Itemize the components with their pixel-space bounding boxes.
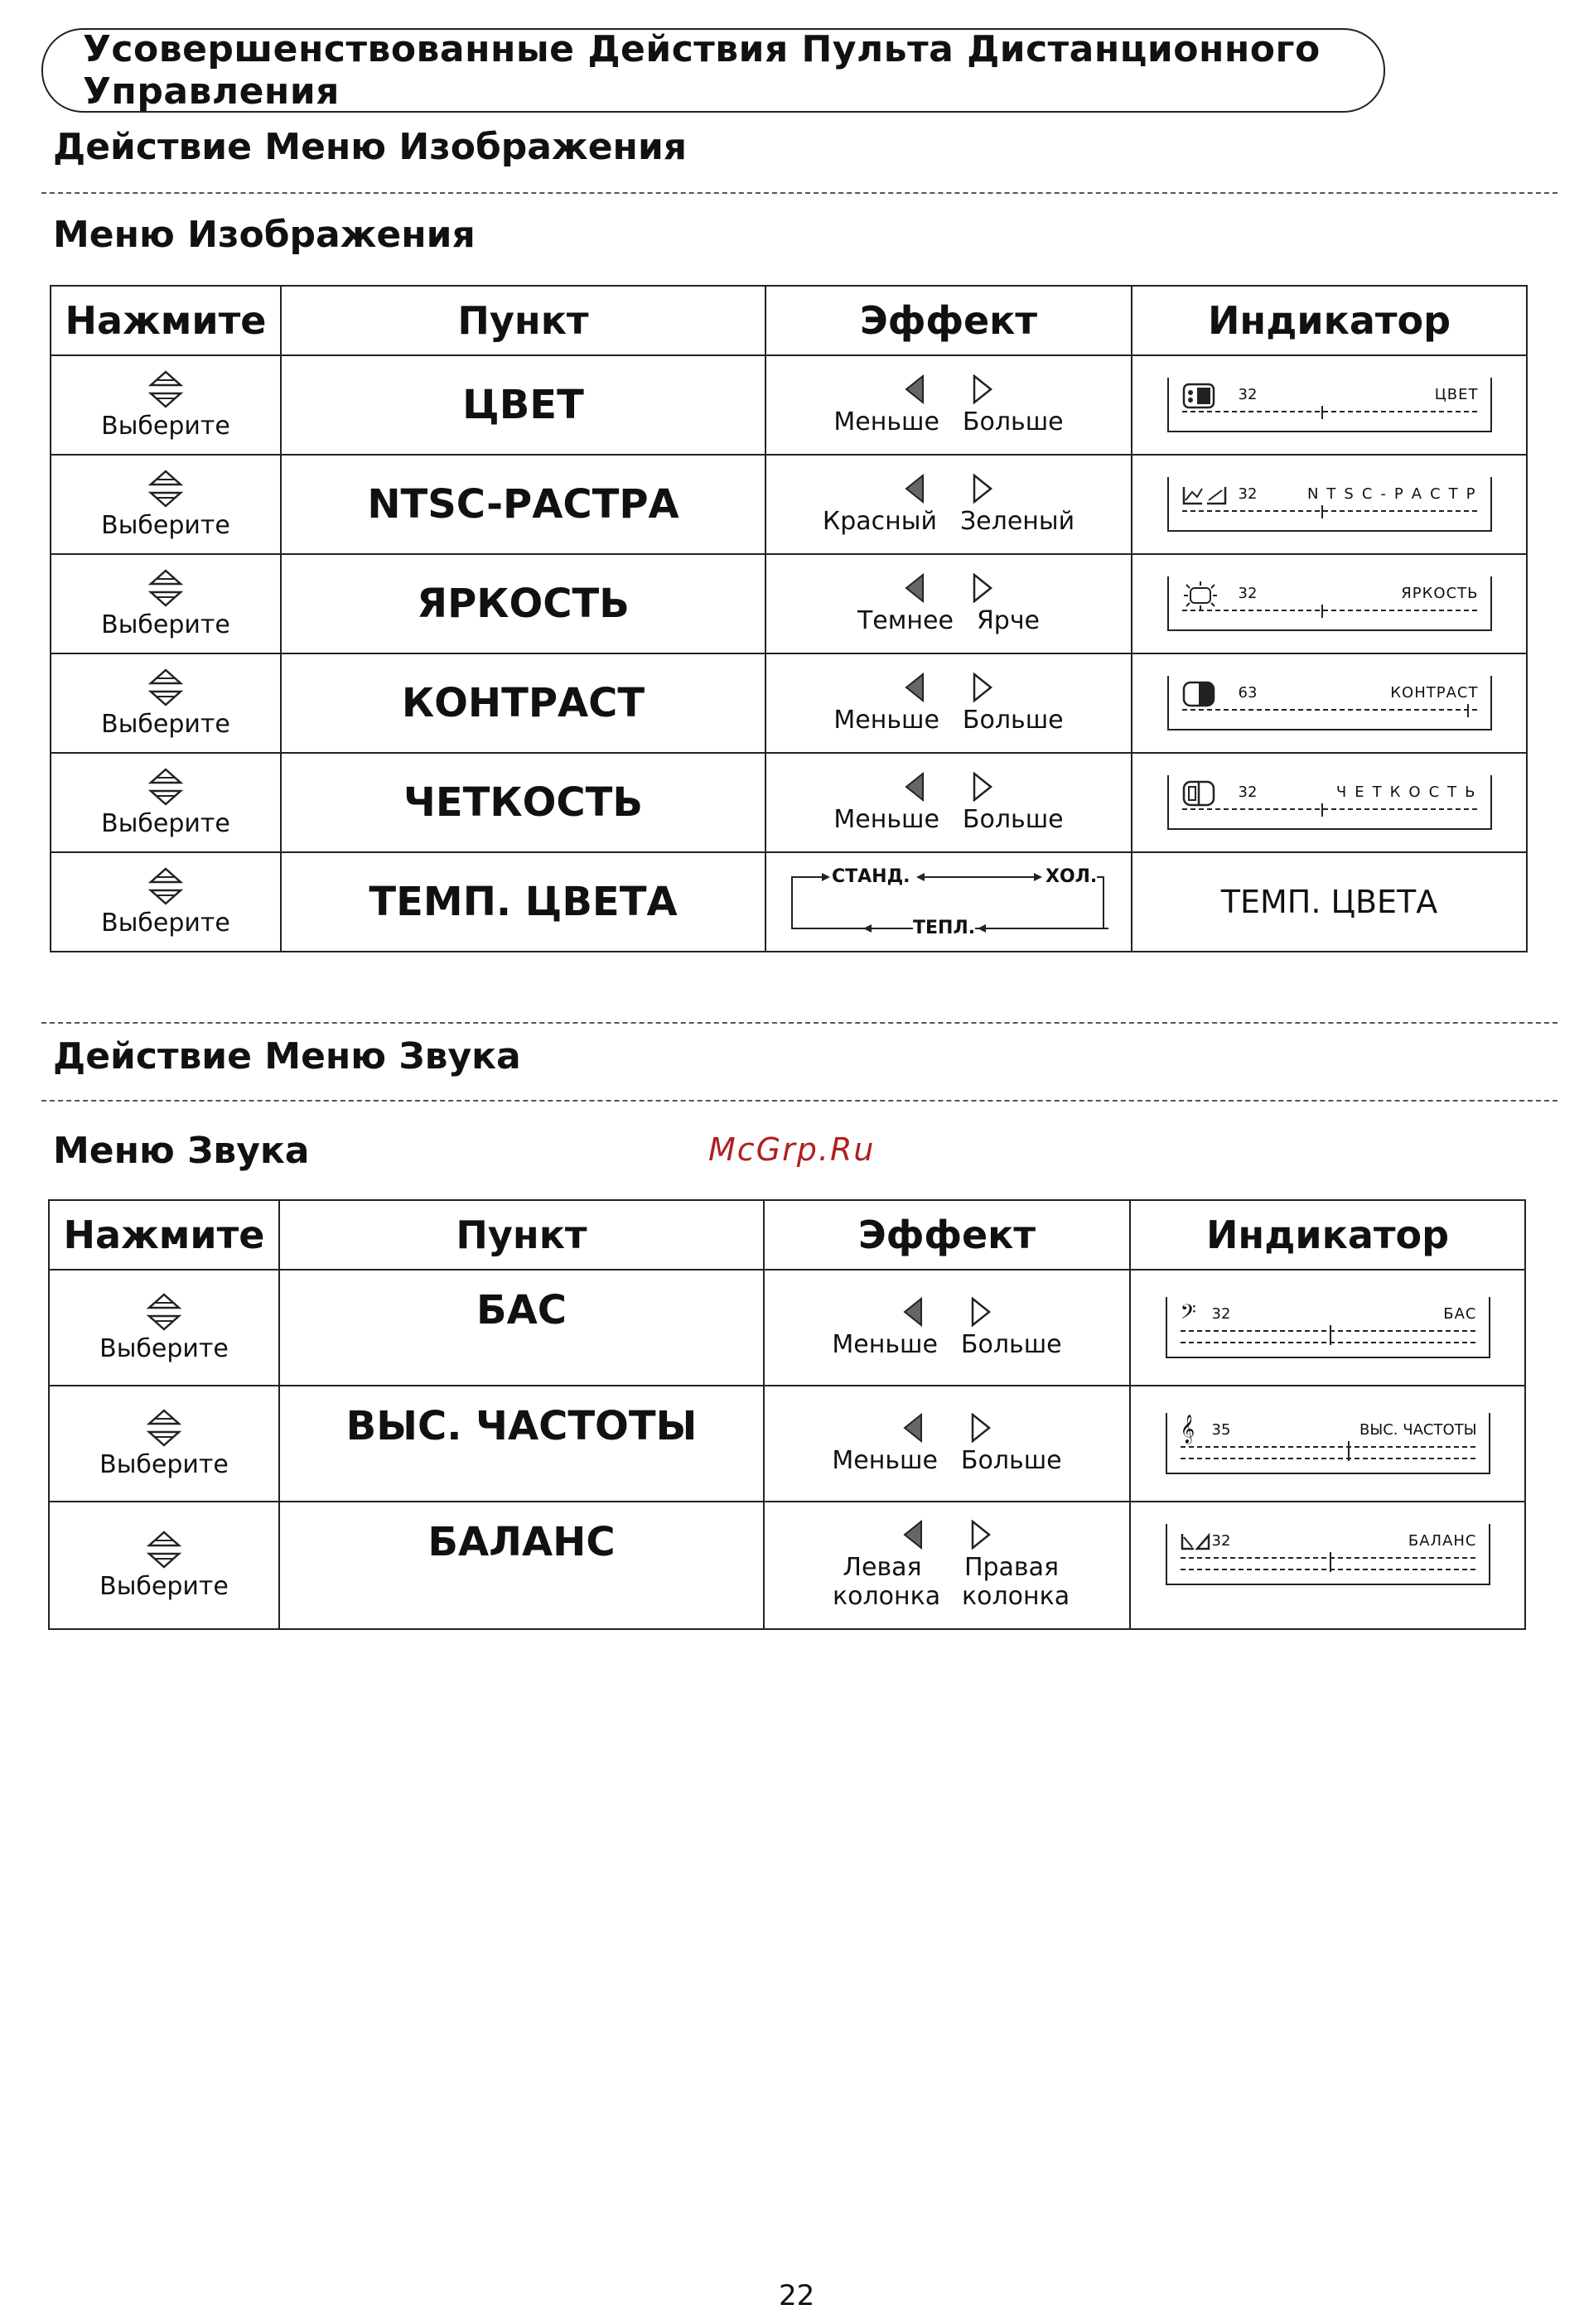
col-header-item: Пункт xyxy=(281,286,765,355)
indicator-bar xyxy=(1167,676,1492,730)
right-arrow-icon xyxy=(971,573,994,603)
left-arrow-icon xyxy=(903,374,926,404)
left-arrow-icon xyxy=(901,1297,925,1327)
effect-right-label: Больше xyxy=(960,1329,1062,1359)
treble-clef-icon: 𝄞 xyxy=(1180,1415,1195,1444)
table-row xyxy=(51,653,1527,753)
item-name: ЦВЕТ xyxy=(462,382,584,428)
left-arrow-icon xyxy=(901,1413,925,1443)
col-header-press: Нажмите xyxy=(49,1200,279,1270)
effect-left-label: Красный xyxy=(822,506,937,536)
col-header-effect: Эффект xyxy=(765,286,1132,355)
indicator-name: NTSC-РАСТР xyxy=(1306,485,1484,503)
up-down-select-icon xyxy=(147,470,184,508)
item-name: ЧЕТКОСТЬ xyxy=(403,779,643,826)
item-name: ТЕМП. ЦВЕТА xyxy=(369,879,678,925)
indicator-bar xyxy=(1166,1524,1490,1585)
effect-right-label: Больше xyxy=(962,705,1064,735)
table-row xyxy=(51,753,1527,852)
table-row xyxy=(49,1270,1525,1386)
divider xyxy=(41,1100,1557,1102)
left-arrow-icon xyxy=(903,673,926,702)
indicator-value: 32 xyxy=(1211,1532,1231,1550)
col-header-press: Нажмите xyxy=(51,286,281,355)
indicator-text: ТЕМП. ЦВЕТА xyxy=(1220,884,1438,920)
indicator-bar xyxy=(1167,775,1492,830)
effect-left-label: Левая колонка xyxy=(833,1553,941,1611)
col-header-effect: Эффект xyxy=(764,1200,1130,1270)
indicator-name: ЧЕТКОСТЬ xyxy=(1335,784,1484,801)
bass-clef-icon: 𝄢 xyxy=(1180,1300,1196,1329)
page-title: Усовершенствованные Действия Пульта Дистанционного Управления xyxy=(41,28,1385,113)
up-down-select-icon xyxy=(147,867,184,905)
col-header-item: Пункт xyxy=(279,1200,764,1270)
effect-left-label: Меньше xyxy=(832,1445,938,1475)
press-label: Выберите xyxy=(101,610,230,639)
indicator-name: БАС xyxy=(1443,1305,1477,1323)
effect-left-label: Меньше xyxy=(833,407,939,436)
right-arrow-icon xyxy=(971,474,994,504)
indicator-value: 32 xyxy=(1238,585,1258,602)
indicator-bar xyxy=(1166,1297,1490,1358)
indicator-value: 32 xyxy=(1238,485,1258,503)
table-row xyxy=(51,355,1527,455)
indicator-value: 32 xyxy=(1238,784,1258,801)
effect-right-label: Больше xyxy=(962,407,1064,436)
table-row xyxy=(51,554,1527,653)
color-icon xyxy=(1182,383,1215,409)
up-down-select-icon xyxy=(146,1531,182,1569)
indicator-bar xyxy=(1167,477,1492,532)
indicator-name: ЯРКОСТЬ xyxy=(1401,585,1479,602)
picture-menu-subheading: Меню Изображения xyxy=(53,214,476,256)
sound-section-heading: Действие Меню Звука xyxy=(53,1035,521,1078)
effect-right-label: Больше xyxy=(962,804,1064,834)
press-label: Выберите xyxy=(101,808,230,838)
effect-left-label: Меньше xyxy=(833,804,939,834)
col-header-indicator: Индикатор xyxy=(1132,286,1527,355)
indicator-name: КОНТРАСТ xyxy=(1390,684,1479,702)
indicator-name: ВЫС. ЧАСТОТЫ xyxy=(1359,1421,1477,1439)
indicator-bar xyxy=(1167,576,1492,631)
press-label: Выберите xyxy=(101,908,230,938)
table-row xyxy=(49,1502,1525,1629)
temp-warm-label: ТЕПЛ. xyxy=(913,918,976,938)
indicator-name: ЦВЕТ xyxy=(1434,386,1479,403)
contrast-icon xyxy=(1182,681,1215,707)
table-row xyxy=(51,852,1527,952)
press-label: Выберите xyxy=(101,411,230,441)
up-down-select-icon xyxy=(146,1293,182,1331)
item-name: БАЛАНС xyxy=(427,1519,616,1565)
left-arrow-icon xyxy=(903,772,926,802)
press-label: Выберите xyxy=(99,1571,229,1601)
right-arrow-icon xyxy=(971,772,994,802)
press-label: Выберите xyxy=(101,709,230,739)
page-number: 22 xyxy=(779,2279,815,2312)
picture-section-heading: Действие Меню Изображения xyxy=(53,126,688,168)
right-arrow-icon xyxy=(969,1297,992,1327)
up-down-select-icon xyxy=(146,1409,182,1447)
right-arrow-icon xyxy=(971,374,994,404)
table-row xyxy=(51,455,1527,554)
right-arrow-icon xyxy=(971,673,994,702)
sharpness-icon xyxy=(1182,780,1215,807)
balance-icon xyxy=(1181,1529,1210,1552)
picture-menu-table xyxy=(50,285,1528,952)
temp-standard-label: СТАНД. xyxy=(832,866,910,887)
effect-right-label: Больше xyxy=(960,1445,1062,1475)
left-arrow-icon xyxy=(903,474,926,504)
brightness-icon xyxy=(1182,581,1219,610)
right-arrow-icon xyxy=(969,1413,992,1443)
effect-left-label: Темнее xyxy=(857,605,954,635)
indicator-value: 63 xyxy=(1238,684,1258,702)
item-name: ВЫС. ЧАСТОТЫ xyxy=(345,1403,698,1449)
left-arrow-icon xyxy=(903,573,926,603)
table-row xyxy=(49,1386,1525,1502)
item-name: NTSC-РАСТРА xyxy=(367,481,679,528)
effect-right-label: Ярче xyxy=(976,605,1041,635)
right-arrow-icon xyxy=(969,1520,992,1550)
indicator-bar xyxy=(1167,378,1492,432)
effect-left-label: Меньше xyxy=(833,705,939,735)
left-arrow-icon xyxy=(901,1520,925,1550)
sound-menu-table xyxy=(48,1199,1526,1630)
up-down-select-icon xyxy=(147,768,184,806)
temp-cold-label: ХОЛ. xyxy=(1046,866,1098,887)
divider xyxy=(41,1022,1557,1024)
effect-right-label: Правая колонка xyxy=(962,1553,1070,1611)
indicator-value: 32 xyxy=(1211,1305,1231,1323)
indicator-value: 32 xyxy=(1238,386,1258,403)
effect-left-label: Меньше xyxy=(832,1329,938,1359)
item-name: КОНТРАСТ xyxy=(401,680,645,726)
effect-right-label: Зеленый xyxy=(959,506,1075,536)
up-down-select-icon xyxy=(147,370,184,408)
press-label: Выберите xyxy=(99,1333,229,1363)
press-label: Выберите xyxy=(99,1449,229,1479)
color-temp-cycle-diagram xyxy=(789,867,1108,937)
divider xyxy=(41,192,1557,194)
indicator-name: БАЛАНС xyxy=(1408,1532,1477,1550)
indicator-bar xyxy=(1166,1413,1490,1474)
up-down-select-icon xyxy=(147,668,184,706)
col-header-indicator: Индикатор xyxy=(1130,1200,1525,1270)
watermark: McGrp.Ru xyxy=(708,1131,876,1168)
tint-icon xyxy=(1182,482,1227,509)
press-label: Выберите xyxy=(101,510,230,540)
sound-menu-subheading: Меню Звука xyxy=(53,1130,310,1172)
up-down-select-icon xyxy=(147,569,184,607)
indicator-value: 35 xyxy=(1211,1421,1231,1439)
item-name: БАС xyxy=(476,1287,567,1333)
item-name: ЯРКОСТЬ xyxy=(417,581,630,627)
